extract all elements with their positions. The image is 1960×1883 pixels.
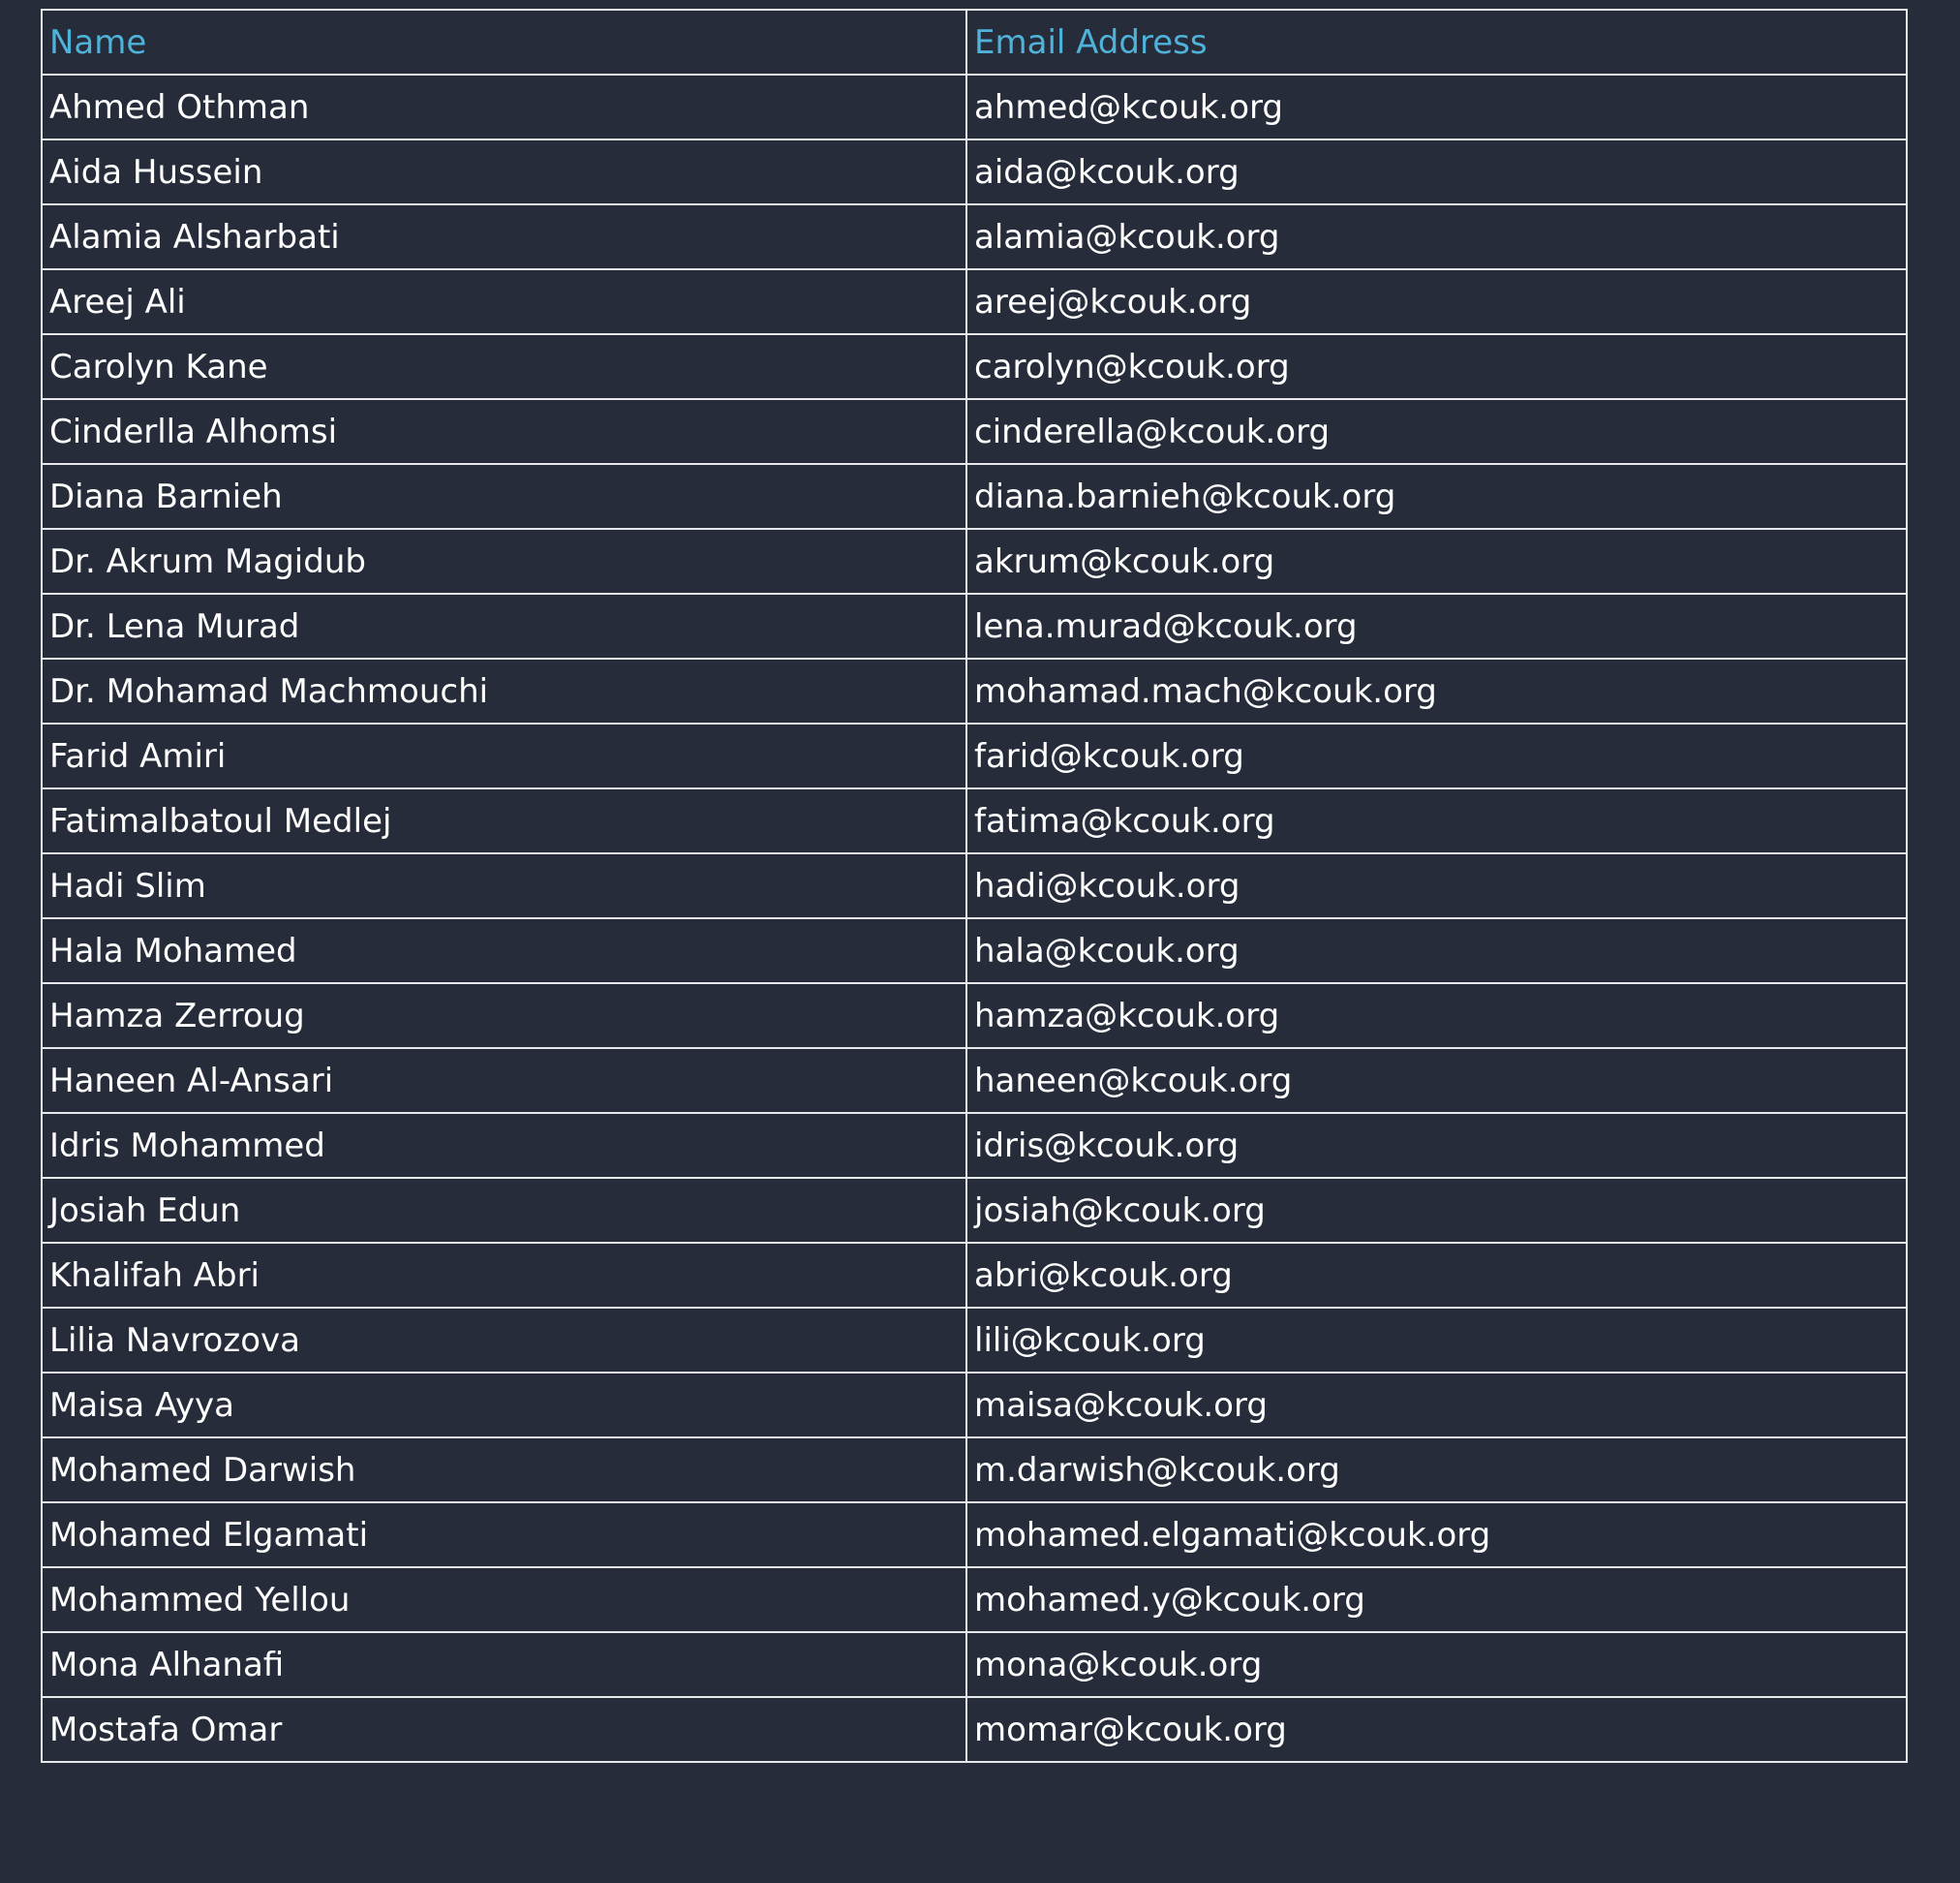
contact-name: Mohamed Darwish xyxy=(42,1437,966,1502)
table-row xyxy=(42,1567,1907,1632)
contact-name: Lilia Navrozova xyxy=(42,1308,966,1373)
contact-email: alamia@kcouk.org xyxy=(966,204,1907,269)
contact-email: abri@kcouk.org xyxy=(966,1243,1907,1308)
contact-email: cinderella@kcouk.org xyxy=(966,399,1907,464)
table-row xyxy=(42,75,1907,139)
contact-email: mohamed.elgamati@kcouk.org xyxy=(966,1502,1907,1567)
contact-email: mona@kcouk.org xyxy=(966,1632,1907,1697)
contact-name: Farid Amiri xyxy=(42,724,966,788)
contact-email: diana.barnieh@kcouk.org xyxy=(966,464,1907,529)
contact-name: Haneen Al-Ansari xyxy=(42,1048,966,1113)
table-row xyxy=(42,1178,1907,1243)
table-row xyxy=(42,464,1907,529)
contact-name: Dr. Akrum Magidub xyxy=(42,529,966,594)
contact-name: Cinderlla Alhomsi xyxy=(42,399,966,464)
contact-email: akrum@kcouk.org xyxy=(966,529,1907,594)
contact-email: ahmed@kcouk.org xyxy=(966,75,1907,139)
table-row xyxy=(42,724,1907,788)
header-name: Name xyxy=(42,10,966,75)
table-row xyxy=(42,594,1907,659)
contact-name: Hala Mohamed xyxy=(42,918,966,983)
contact-name: Ahmed Othman xyxy=(42,75,966,139)
contact-name: Areej Ali xyxy=(42,269,966,334)
contact-email: josiah@kcouk.org xyxy=(966,1178,1907,1243)
contact-email: hala@kcouk.org xyxy=(966,918,1907,983)
contact-email: idris@kcouk.org xyxy=(966,1113,1907,1178)
table-row xyxy=(42,853,1907,918)
contact-email: mohamed.y@kcouk.org xyxy=(966,1567,1907,1632)
contact-email: aida@kcouk.org xyxy=(966,139,1907,204)
contact-name: Carolyn Kane xyxy=(42,334,966,399)
table-row xyxy=(42,1243,1907,1308)
table-row xyxy=(42,788,1907,853)
table-row xyxy=(42,334,1907,399)
contact-name: Hadi Slim xyxy=(42,853,966,918)
table-row xyxy=(42,529,1907,594)
contact-email: farid@kcouk.org xyxy=(966,724,1907,788)
header-email-address: Email Address xyxy=(966,10,1907,75)
contact-email: haneen@kcouk.org xyxy=(966,1048,1907,1113)
contact-name: Mohamed Elgamati xyxy=(42,1502,966,1567)
table-row xyxy=(42,1308,1907,1373)
table-row xyxy=(42,269,1907,334)
table-row xyxy=(42,1113,1907,1178)
table-row xyxy=(42,1373,1907,1437)
contact-email: mohamad.mach@kcouk.org xyxy=(966,659,1907,724)
contact-name: Josiah Edun xyxy=(42,1178,966,1243)
table-row xyxy=(42,1437,1907,1502)
table-row xyxy=(42,1502,1907,1567)
table-row xyxy=(42,139,1907,204)
table-row xyxy=(42,399,1907,464)
contact-email: m.darwish@kcouk.org xyxy=(966,1437,1907,1502)
table-row xyxy=(42,1048,1907,1113)
contact-email: momar@kcouk.org xyxy=(966,1697,1907,1762)
contact-name: Diana Barnieh xyxy=(42,464,966,529)
table-body xyxy=(42,75,1907,1762)
contact-name: Aida Hussein xyxy=(42,139,966,204)
table-header-row xyxy=(42,10,1907,75)
contact-email: lena.murad@kcouk.org xyxy=(966,594,1907,659)
table-row xyxy=(42,1697,1907,1762)
contact-email: carolyn@kcouk.org xyxy=(966,334,1907,399)
contact-name: Mohammed Yellou xyxy=(42,1567,966,1632)
table-row xyxy=(42,983,1907,1048)
contact-name: Maisa Ayya xyxy=(42,1373,966,1437)
contact-email: maisa@kcouk.org xyxy=(966,1373,1907,1437)
contact-name: Mona Alhanafi xyxy=(42,1632,966,1697)
contact-name: Idris Mohammed xyxy=(42,1113,966,1178)
contact-email: hamza@kcouk.org xyxy=(966,983,1907,1048)
contact-name: Mostafa Omar xyxy=(42,1697,966,1762)
table-row xyxy=(42,1632,1907,1697)
table-row xyxy=(42,204,1907,269)
contacts-table xyxy=(41,9,1908,1763)
contact-name: Khalifah Abri xyxy=(42,1243,966,1308)
contact-name: Alamia Alsharbati xyxy=(42,204,966,269)
contact-email: hadi@kcouk.org xyxy=(966,853,1907,918)
contact-name: Dr. Lena Murad xyxy=(42,594,966,659)
contact-email: lili@kcouk.org xyxy=(966,1308,1907,1373)
contact-name: Hamza Zerroug xyxy=(42,983,966,1048)
contact-email: areej@kcouk.org xyxy=(966,269,1907,334)
contact-email: fatima@kcouk.org xyxy=(966,788,1907,853)
table-row xyxy=(42,918,1907,983)
contact-name: Dr. Mohamad Machmouchi xyxy=(42,659,966,724)
contact-name: Fatimalbatoul Medlej xyxy=(42,788,966,853)
table-row xyxy=(42,659,1907,724)
